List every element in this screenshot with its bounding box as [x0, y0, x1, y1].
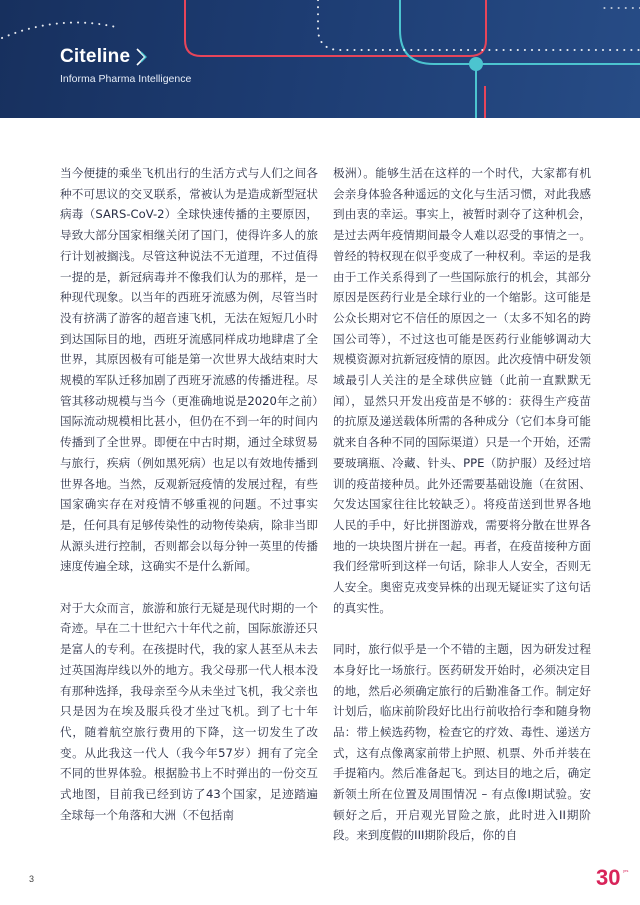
- left-column: [60, 163, 318, 846]
- page-number: 3: [29, 874, 35, 884]
- paragraph: 同时，旅行似乎是一个不错的主题，因为研发过程本身好比一场旅行。医药研发开始时，必须决定目的地，然后必须确定旅行的后勤准备工作。制定好计划后，临床前阶段好比出行前收拾行李和随身物品：带上候选药物，检查它的疗效、毒性、递送方式，这有点像离家前带上护照、机票、外币并装在手提箱内。然后准备起飞。到达目的地之后，确定新领土所在位置及周围情况 – 有点像I期试验。安顿好之后，开启观光冒险之旅，此时进入II期阶段。来到度假的III期阶段后，你的自: [333, 642, 591, 843]
- paragraph: 对于大众而言，旅游和旅行无疑是现代时期的一个奇迹。早在二十世纪六十年代之前，国际旅游还只是富人的专利。在孩提时代，我的家人甚至从未去过英国海岸线以外的地方。我父母那一代人根本没有那种选择，我母亲至今从未坐过飞机，我父亲也只是因为在埃及服兵役才坐过飞机。到了七十年代，随着航空旅行费用的下降，这一切发生了改变。从此我这一代人（我今年57岁）拥有了完全不同的世界体验。根据脸书上不时弹出的一份交互式地图，目前我已经到访了43个国家，足迹踏遍全球每一个角落和大洲（不包括南: [60, 600, 318, 822]
- paragraph: 极洲）。能够生活在这样的一个时代，大家都有机会亲身体验各种遥远的文化与生活习惯，对此我感到由衷的幸运。事实上，被暂时剥夺了这种机会，是过去两年疫情期间最令人难以忍受的事情之一。曾经的特权现在似乎变成了一种权利。幸运的是我由于工作关系得到了一些国际旅行的机会，其部分原因是医药行业是全球行业的一个缩影。这可能是公众长期对它不信任的原因之一（太多不知名的跨国公司等），不过这也可能是医药行业能够调动大规模资源对抗新冠疫情的原因。此次疫情中研发领域最引人关注的是全球供应链（此前一直默默无闻），显然只开发出疫苗是不够的：获得生产疫苗的抗原及递送载体所需的各种成分（它们本身可能就来自各种不同的国际渠道）只是一个开始，还需要玻璃瓶、冷藏、针头、PPE（防护服）及经过培训的疫苗接种员。此外还需要基础设施（在贫困、欠发达国家往往比较缺乏）。将疫苗送到世界各地人民的手中，好比拼图游戏，需要将分散在世界各地的一块块图片拼在一起。再者，在疫苗接种方面我们经常听到这样一句话，除非人人安全，否则无人安全。奥密克戎变异株的出现无疑证实了这句话的真实性。: [333, 166, 591, 615]
- thirty-logo-icon: [596, 864, 632, 890]
- paragraph: 当今便捷的乘坐飞机出行的生活方式与人们之间各种不可思议的交叉联系，常被认为是造成新型冠状病毒（SARS-CoV-2）全球快速传播的主要原因，导致大部分国家相继关闭了国门，使得许多人的旅行计划被搁浅。尽管这种说法不无道理，不过值得一提的是，新冠病毒并不像我们认为的那样，是一种现代现象。以当年的西班牙流感为例，尽管当时没有挤满了游客的超音速飞机，无法在短短几小时到达国际目的地，西班牙流感同样成功地肆虐了全世界，其原因极有可能是第一次世界大战结束时大规模的军队迁移加剧了西班牙流感的传播进程。尽管其移动规模与当今（更准确地说是2020年之前）国际流动规模相比甚小，但仍在不到一年的时间内传播到了全世界。即便在中古时期，通过全球贸易与旅行，疾病（例如黑死病）也足以有效地传播到世界各地。当然，反观新冠疫情的发展过程，有些国家确实存在对疫情不够重视的问题。不过事实是，任何具有足够传染性的动物传染病，除非当即从源头进行控制，否则都会以每分钟一英里的传播速度传遍全球，这确实不是什么新闻。: [60, 166, 318, 574]
- brand: [60, 46, 191, 85]
- chevron-logo-icon: [135, 48, 149, 66]
- right-column: [333, 163, 591, 867]
- logo-number: 30: [596, 865, 621, 890]
- header-banner: [0, 0, 640, 118]
- svg-text:yrs: yrs: [623, 868, 629, 873]
- brand-subtitle: Informa Pharma Intelligence: [60, 73, 192, 85]
- brand-name: Citeline: [60, 46, 131, 67]
- anniversary-logo: [596, 864, 632, 894]
